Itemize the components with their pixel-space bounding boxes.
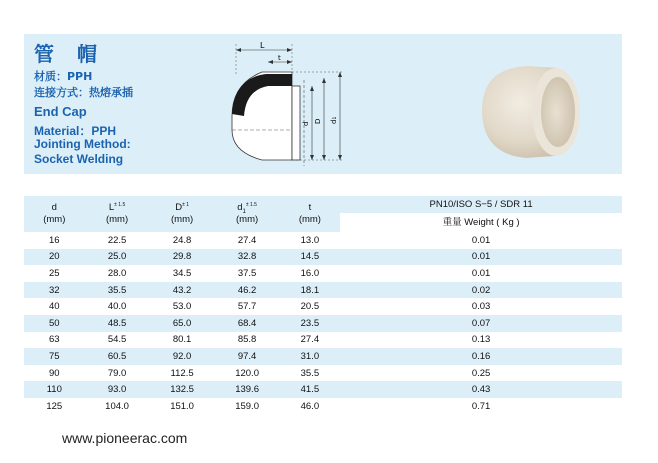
table-cell: 27.4 — [300, 334, 320, 346]
table-row — [24, 398, 622, 415]
table-cell: 43.2 — [150, 282, 215, 299]
material-cn: 材质：PPH — [34, 70, 93, 83]
table-cell: 20 — [24, 249, 85, 266]
joint-method-cn: 连接方式：热熔承插 — [34, 86, 133, 99]
table-cell: 18.1 — [280, 282, 341, 299]
table-cell: 27.4 — [237, 234, 257, 246]
table-cell: 31.0 — [280, 348, 341, 365]
table-cell: 35.5 — [85, 282, 150, 299]
end-cap-cross-section-diagram — [222, 34, 362, 174]
table-cell: 68.4 — [215, 315, 280, 332]
material-en: Material：PPH — [34, 124, 117, 138]
table-cell: 63 — [48, 334, 60, 346]
table-cell: 20.5 — [300, 301, 320, 313]
table-cell: 92.0 — [150, 348, 215, 365]
table-row — [24, 381, 622, 398]
table-cell: 57.7 — [237, 301, 257, 313]
table-cell: 22.5 — [107, 234, 127, 246]
dim-label-D: D — [314, 118, 322, 124]
website-url: www.pioneerac.com — [62, 430, 188, 446]
table-row — [24, 332, 622, 349]
table-cell: 46.0 — [300, 400, 320, 412]
table-cell: 25 — [48, 267, 60, 279]
product-title-cn: 管 帽 — [34, 42, 105, 66]
table-cell: 0.16 — [340, 348, 622, 365]
col-header-weight: 重量 Weight ( Kg ) — [340, 213, 622, 232]
table-cell: 0.01 — [471, 234, 491, 246]
table-cell: 110 — [24, 381, 85, 398]
table-cell: 0.02 — [340, 282, 622, 299]
dimensions-table — [24, 196, 622, 415]
dim-label-d1: d₁ — [330, 116, 338, 124]
product-title-en: End Cap — [34, 104, 87, 119]
table-row — [24, 348, 622, 365]
table-cell: 23.5 — [280, 315, 341, 332]
table-cell: 0.01 — [471, 267, 491, 279]
table-cell: 41.5 — [280, 381, 341, 398]
table-cell: 46.2 — [215, 282, 280, 299]
table-row — [24, 265, 622, 282]
table-cell: 29.8 — [150, 249, 215, 266]
table-cell: 32 — [24, 282, 85, 299]
table-row — [24, 232, 622, 249]
col-header-t: t (mm) — [280, 196, 341, 232]
table-cell: 16.0 — [300, 267, 320, 279]
table-cell: 14.5 — [280, 249, 341, 266]
end-cap-product-photo — [470, 48, 590, 168]
col-header-D: $D^{\pm 1}$ (mm) — [150, 196, 215, 232]
table-cell: 0.07 — [340, 315, 622, 332]
table-cell: 120.0 — [235, 367, 259, 379]
table-row — [24, 249, 622, 266]
dim-label-L: L — [260, 41, 265, 50]
table-cell: 13.0 — [300, 234, 320, 246]
table-cell: 0.25 — [471, 367, 491, 379]
table-cell: 65.0 — [150, 315, 215, 332]
table-cell: 0.01 — [340, 249, 622, 266]
table-cell: 0.71 — [471, 400, 491, 412]
joint-method-label-en: Jointing Method: — [34, 137, 131, 151]
table-cell: 80.1 — [172, 334, 192, 346]
table-cell: 54.5 — [107, 334, 127, 346]
table-cell: 37.5 — [237, 267, 257, 279]
table-cell: 32.8 — [215, 249, 280, 266]
table-cell: 0.43 — [340, 381, 622, 398]
table-cell: 75 — [24, 348, 85, 365]
table-cell: 112.5 — [170, 367, 194, 379]
table-cell: 159.0 — [235, 400, 259, 412]
table-cell: 24.8 — [172, 234, 192, 246]
joint-method-en: Socket Welding — [34, 152, 124, 166]
dim-label-t: t — [278, 54, 281, 62]
col-header-pressure: PN10/ISO S−5 / SDR 11 — [340, 196, 622, 213]
table-cell: 104.0 — [105, 400, 129, 412]
col-header-d: d (mm) — [24, 196, 85, 232]
table-row — [24, 365, 622, 382]
table-cell: 97.4 — [215, 348, 280, 365]
table-cell: 40 — [48, 301, 60, 313]
socket-bore — [292, 86, 300, 160]
table-cell: 16 — [48, 234, 60, 246]
table-cell: 132.5 — [150, 381, 215, 398]
table-cell: 34.5 — [172, 267, 192, 279]
table-cell: 35.5 — [300, 367, 320, 379]
table-cell: 79.0 — [107, 367, 127, 379]
table-cell: 93.0 — [85, 381, 150, 398]
table-cell: 25.0 — [85, 249, 150, 266]
table-cell: 60.5 — [85, 348, 150, 365]
table-cell: 90 — [48, 367, 60, 379]
dim-label-d: d — [302, 121, 310, 126]
table-row — [24, 298, 622, 315]
table-cell: 85.8 — [237, 334, 257, 346]
table-cell: 0.03 — [471, 301, 491, 313]
table-row — [24, 315, 622, 332]
col-header-d1: $d_1^{\pm 1.5}$ (mm) — [215, 196, 280, 232]
table-cell: 151.0 — [170, 400, 194, 412]
table-cell: 40.0 — [107, 301, 127, 313]
table-cell: 50 — [24, 315, 85, 332]
cap-photo-opening — [541, 77, 575, 147]
table-cell: 48.5 — [85, 315, 150, 332]
table-cell: 139.6 — [215, 381, 280, 398]
table-cell: 53.0 — [172, 301, 192, 313]
table-cell: 28.0 — [107, 267, 127, 279]
table-row — [24, 282, 622, 299]
table-cell: 125 — [46, 400, 63, 412]
col-header-L: $L^{\pm 1.5}$ (mm) — [85, 196, 150, 232]
table-cell: 0.13 — [471, 334, 491, 346]
